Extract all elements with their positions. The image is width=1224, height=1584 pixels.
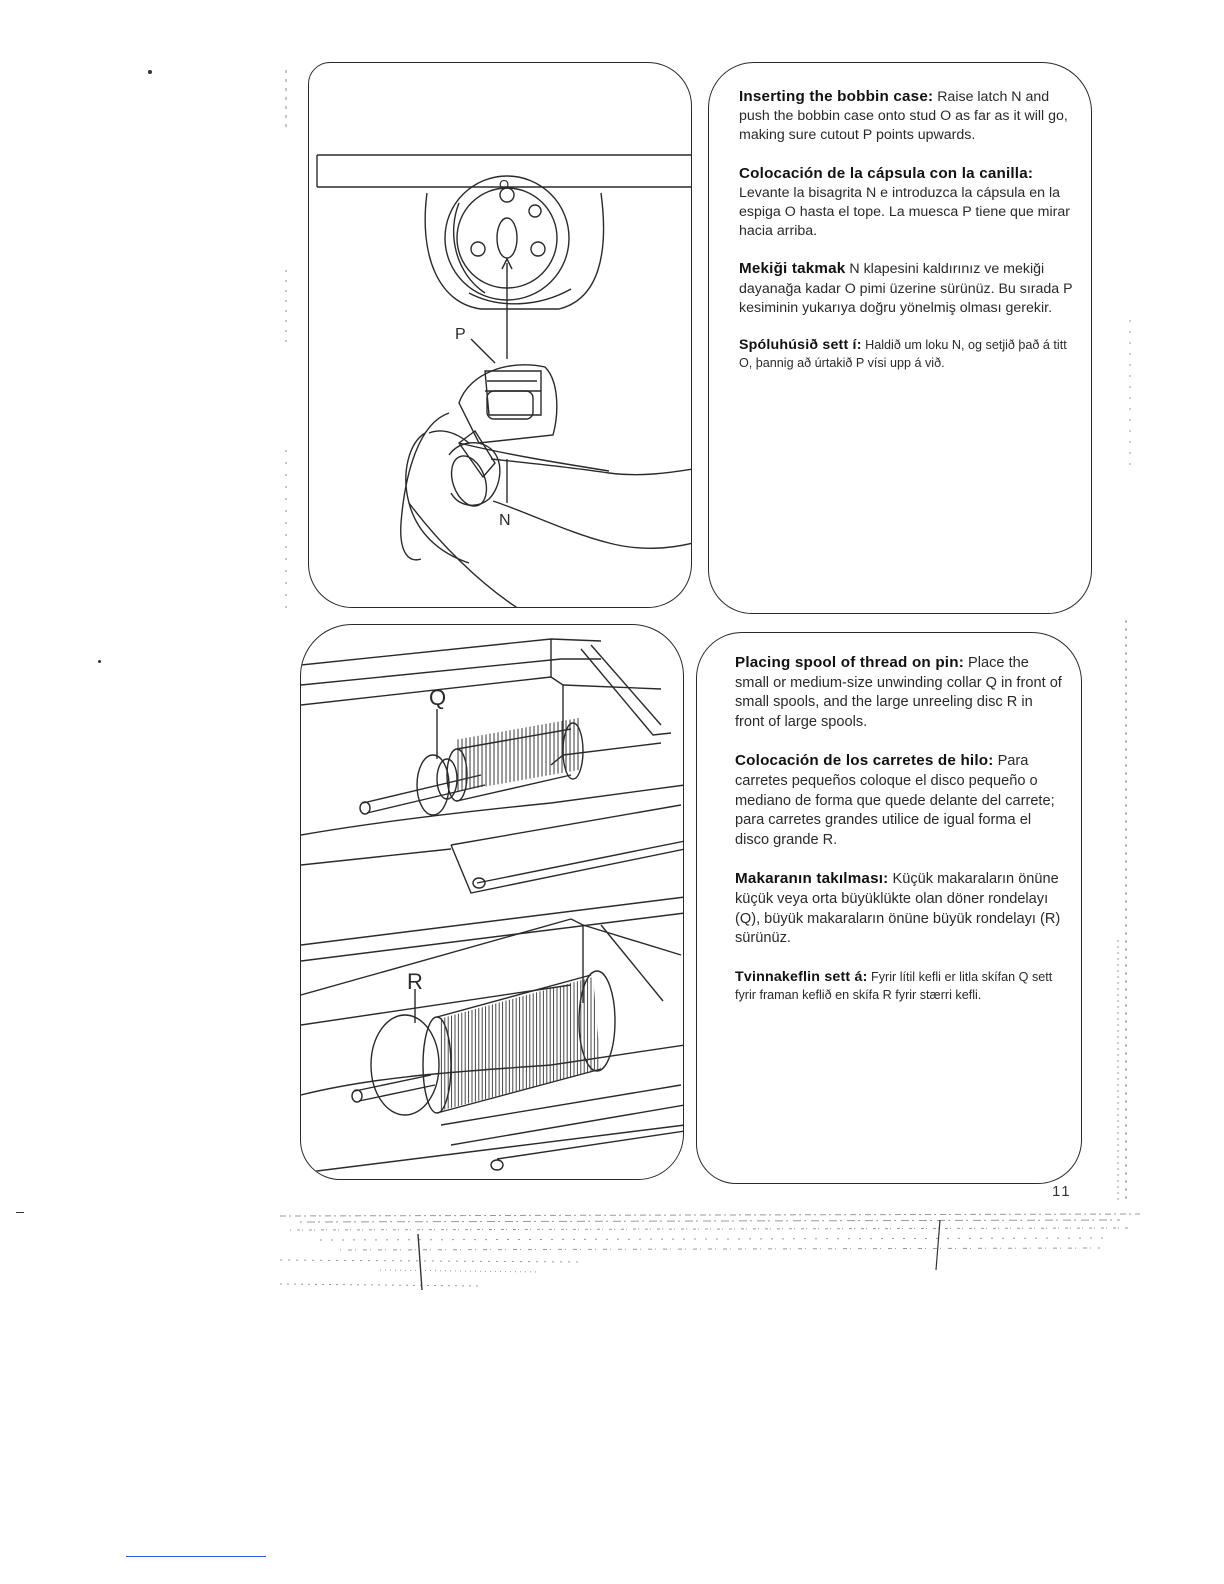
- right-margin-dashes: [1100, 320, 1140, 1220]
- spanish-instructions: [739, 164, 1073, 242]
- bobbin-case-illustration: [308, 62, 692, 608]
- english-instructions: [735, 653, 1063, 732]
- footer-line: [126, 1556, 266, 1557]
- label-q: Q: [429, 685, 447, 710]
- label-p: P: [455, 326, 466, 343]
- english-heading: Placing spool of thread on pin:: [735, 654, 964, 671]
- turkish-heading: Mekiği takmak: [739, 260, 846, 278]
- english-instructions: [739, 87, 1073, 146]
- turkish-heading: Makaranın takılması:: [735, 870, 889, 888]
- scan-noise-band: [280, 1200, 1140, 1300]
- icelandic-body: Fyrir lítil kefli er litla skífan Q sett fyrir framan keflið en skífa R fyrir stærri kefli.: [735, 969, 1053, 1002]
- scan-speck: [148, 70, 152, 74]
- spanish-heading: Colocación de los carretes de hilo:: [735, 752, 994, 770]
- spool-drawing: [301, 625, 684, 1180]
- label-o: O: [499, 177, 510, 192]
- icelandic-heading: Tvinnakeflin sett á:: [735, 968, 868, 985]
- spanish-heading: Colocación de la cápsula con la canilla:: [739, 164, 1034, 182]
- icelandic-body: Haldið um loku N, og setjið það á titt O, þannig að úrtakið P vísi upp á við.: [739, 338, 1067, 371]
- spanish-body: Levante la bisagrita N e introduzca la cápsula en la espiga O hasta el tope. La muesca P tiene que mirar hacia arriba.: [739, 184, 1070, 240]
- english-body: Place the small or medium-size unwinding collar Q in front of small spools, and the large unreeling disc R in front of large spools.: [735, 655, 1062, 730]
- turkish-body: N klapesini kaldırınız ve mekiği dayanağa kadar O pimi üzerine sürünüz. Bu sırada P kesiminin yukarıya doğru yönelmiş olması gerekir.: [739, 261, 1073, 316]
- turkish-instructions: [739, 259, 1073, 318]
- scan-speck: [98, 660, 101, 663]
- turkish-body: Küçük makaraların önüne küçük veya orta büyüklükte olan döner rondelayı (Q), büyük makaraların önüne büyük rondelayı (R) sürünüz.: [735, 871, 1061, 947]
- bobbin-case-drawing: [309, 63, 692, 608]
- bobbin-case-text-panel: [708, 62, 1092, 614]
- icelandic-heading: Spóluhúsið sett í:: [739, 337, 862, 354]
- left-margin-dashes: [278, 70, 298, 630]
- icelandic-instructions: [739, 336, 1073, 372]
- page-number: 11: [1052, 1183, 1072, 1200]
- scan-mark: [16, 1212, 24, 1213]
- label-n: N: [499, 512, 511, 529]
- english-heading: Inserting the bobbin case:: [739, 88, 934, 105]
- label-r: R: [407, 969, 423, 994]
- spanish-body: Para carretes pequeños coloque el disco pequeño o mediano de forma que quede delante del carrete; para carretes grandes utilice de igual forma el disco grande R.: [735, 753, 1055, 848]
- spool-illustration: [300, 624, 684, 1180]
- icelandic-instructions: [735, 968, 1063, 1004]
- spool-text-panel: [696, 632, 1082, 1184]
- turkish-instructions: [735, 869, 1063, 948]
- spanish-instructions: [735, 751, 1063, 850]
- english-body: Raise latch N and push the bobbin case onto stud O as far as it will go, making sure cutout P points upwards.: [739, 89, 1068, 144]
